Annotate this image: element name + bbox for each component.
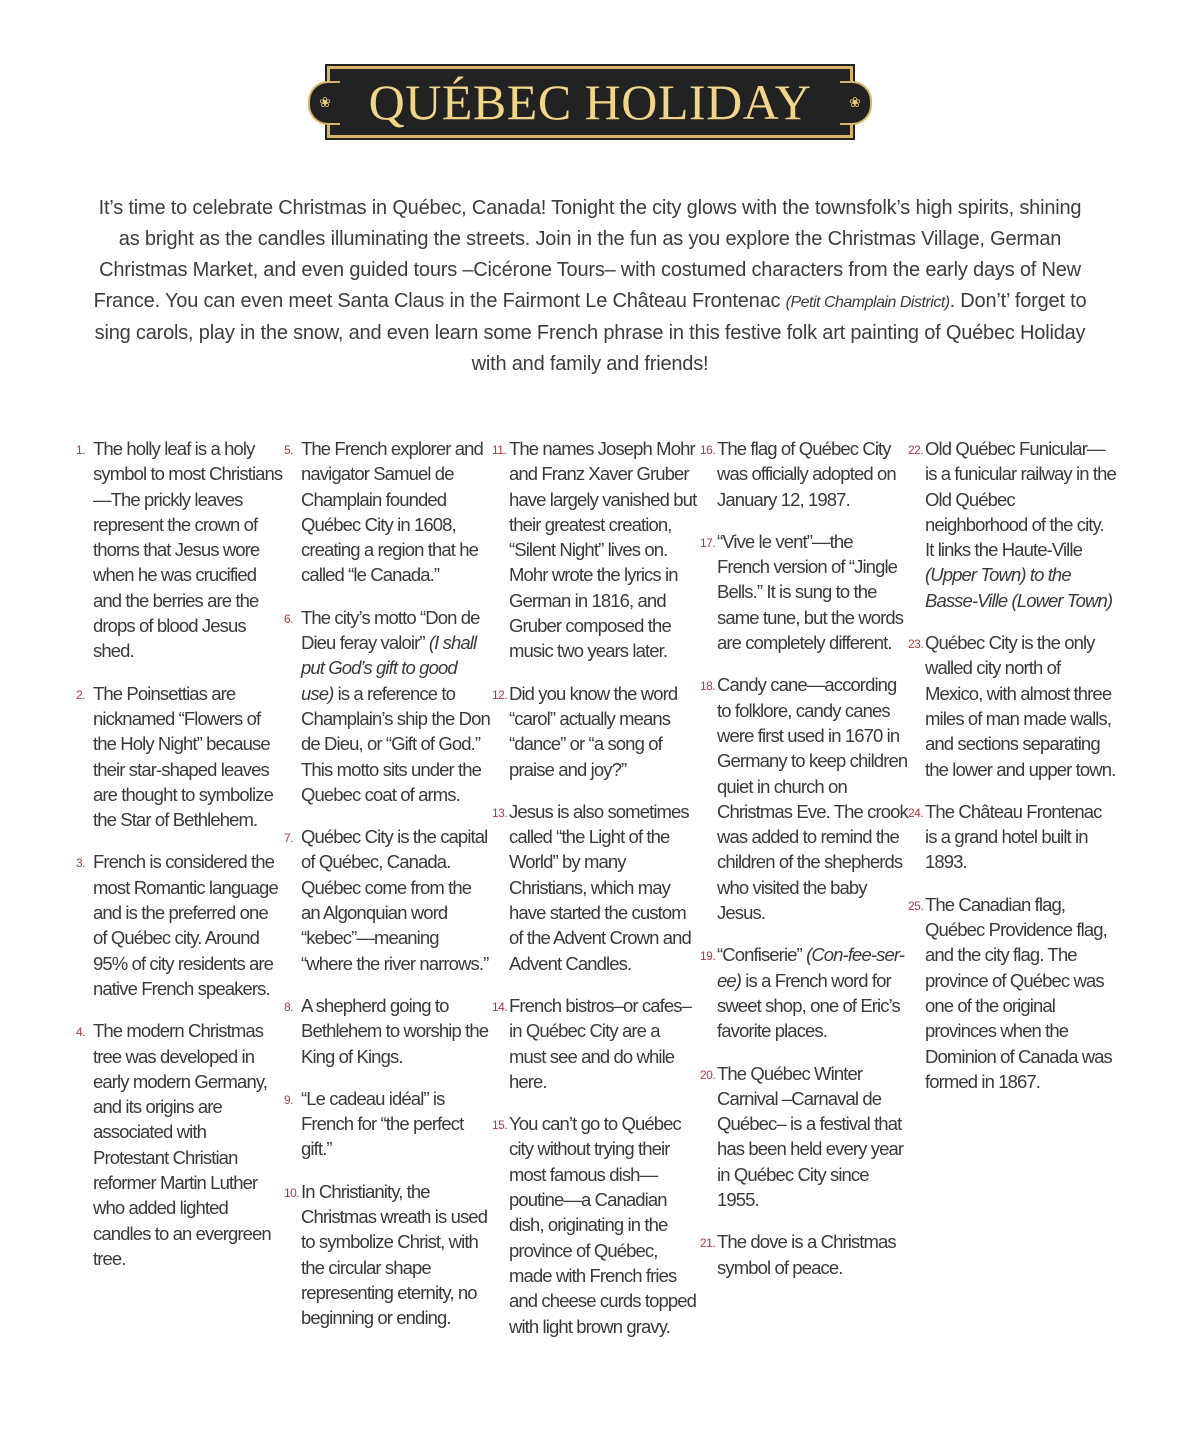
fact-item [908, 630, 1116, 782]
fact-number: 11. [492, 443, 507, 457]
fact-number: 1. [76, 443, 86, 457]
fact-text: In Christianity, the Christmas wreath is used to symbolize Christ, with the circular shape representing eternity, no beginning or ending. [301, 1180, 488, 1329]
intro-text-part2: . Don’t’ forget to sing carols, play in the snow, and even learn some French phrase in this festive folk art painting of Québec Holiday with and family and friends! [94, 290, 1087, 375]
fact-text: “Le cadeau idéal” is French for “the perfect gift.” [301, 1087, 464, 1160]
fact-number: 18. [700, 679, 716, 694]
fact-number: 12. [492, 687, 508, 702]
fact-item [908, 799, 1116, 875]
fact-text: is a reference to Champlain’s ship the Don de Dieu, or “Gift of God.” This motto sits under the Quebec coat of arms. [301, 682, 490, 805]
fact-number: 8. [284, 999, 294, 1014]
facts-column-4 [700, 436, 908, 1356]
fact-text: Did you know the word “carol” actually means “dance” or “a song of praise and joy?” [509, 682, 678, 780]
fact-text: The Château Frontenac is a grand hotel built in 1893. [925, 800, 1102, 873]
fact-number: 19. [700, 949, 716, 964]
page-title: QUÉBEC HOLIDAY [368, 74, 812, 130]
fact-text: The modern Christmas tree was developed in early modern Germany, and its origins are associated with Protestant Christian reformer Martin Luther who added lighted candles to an evergreen tree. [93, 1020, 271, 1269]
fact-text: Québec City is the only walled city north of Mexico, with almost three miles of man made walls, and sections separating the lower and upper town. [925, 632, 1116, 780]
fact-number: 22. [908, 443, 924, 457]
fact-text: The flag of Québec City was officially adopted on January 12, 1987. [717, 438, 896, 510]
intro-paragraph [90, 193, 1090, 380]
fact-item [284, 1086, 492, 1162]
fact-item [284, 605, 492, 807]
intro-text-part1: It’s time to celebrate Christmas in Québec, Canada! Tonight the city glows with the townsfolk’s high spirits, shining as bright as the candles illuminating the streets. Join in the fun as you explore the Christmas Village, German Christmas Market, and even guided tours –Cicérone Tours– with costumed characters from the early days of New France. You can even meet Santa Claus in the Fairmont Le Château Frontenac [93, 197, 1082, 312]
fact-text: French bistros–or cafes– in Québec City are a must see and do while here. [509, 994, 691, 1092]
fact-number: 24. [908, 805, 924, 820]
facts-column-1 [76, 436, 284, 1356]
facts-column-2 [284, 436, 492, 1356]
title-banner [0, 66, 1180, 136]
banner-plaque [319, 66, 861, 138]
fact-number: 2. [76, 687, 86, 702]
fact-item [908, 436, 1116, 613]
fact-text: The French explorer and navigator Samuel de Champlain founded Québec City in 1608, creating a region that he called “le Canada.” [301, 438, 483, 586]
fact-text: The Canadian flag, Québec Providence flag, and the city flag. The province of Québec was one of the original provinces when the Dominion of Canada was formed in 1867. [925, 893, 1112, 1092]
fact-number: 3. [76, 856, 86, 871]
fact-number: 10. [284, 1185, 300, 1200]
facts-column-3 [492, 436, 700, 1356]
fact-item [492, 1111, 700, 1339]
fact-text: Québec City is the capital of Québec, Canada. Québec come from the an Algonquian word “kebec”—meaning “where the river narrows.” [301, 826, 489, 974]
fact-item [700, 1061, 908, 1213]
flower-ornament-icon: ❀ [849, 95, 861, 111]
fact-item [700, 529, 908, 655]
fact-italic: (I shall put God’s gift to good use) [301, 632, 477, 704]
fact-italic: (Upper Town) to the Basse-Ville (Lower Town) [925, 564, 1113, 611]
fact-item [492, 436, 700, 664]
fact-italic: (Con-fee-ser-ee) [717, 944, 905, 991]
facts-columns [76, 436, 1116, 1356]
fact-text: You can’t go to Québec city without trying their most famous dish—poutine—a Canadian dish, originating in the province of Québec, made with French fries and cheese curds topped with light brown gravy. [509, 1113, 697, 1337]
fact-number: 16. [700, 443, 716, 457]
fact-item [908, 892, 1116, 1094]
fact-text: French is considered the most Romantic language and is the preferred one of Québec city. Around 95% of city residents are native French speakers. [93, 851, 278, 999]
fact-item [492, 681, 700, 782]
fact-item [76, 436, 284, 664]
fact-text: The Québec Winter Carnival –Carnaval de Québec– is a festival that has been held every year in Québec City since 1955. [717, 1062, 904, 1211]
fact-number: 14. [492, 999, 508, 1014]
fact-number: 15. [492, 1118, 508, 1133]
banner-right-cap [840, 81, 872, 125]
fact-number: 5. [284, 443, 294, 457]
fact-text: The Poinsettias are nicknamed “Flowers of the Holy Night” because their star-shaped leaves are thought to symbolize the Star of Bethlehem. [93, 682, 273, 831]
fact-number: 9. [284, 1092, 294, 1107]
fact-text: “Confiserie” [717, 944, 807, 966]
fact-item [76, 681, 284, 833]
fact-text: Old Québec Funicular—is a funicular railway in the Old Québec neighborhood of the city. It links the Haute-Ville [925, 438, 1116, 561]
fact-item [700, 672, 908, 925]
fact-text: A shepherd going to Bethlehem to worship the King of Kings. [301, 994, 489, 1067]
fact-number: 17. [700, 535, 716, 550]
fact-item [700, 436, 908, 512]
fact-number: 7. [284, 831, 294, 846]
fact-item [492, 993, 700, 1094]
fact-number: 4. [76, 1025, 86, 1040]
fact-text: is a French word for sweet shop, one of Eric’s favorite places. [717, 969, 900, 1042]
fact-number: 6. [284, 611, 294, 626]
fact-number: 23. [908, 637, 924, 652]
intro-italic: (Petit Champlain District) [785, 294, 950, 311]
fact-item [284, 993, 492, 1069]
fact-item [700, 942, 908, 1043]
fact-number: 13. [492, 805, 508, 820]
fact-item [284, 824, 492, 976]
flower-ornament-icon: ❀ [319, 95, 331, 111]
banner-left-cap [308, 81, 340, 125]
fact-item [76, 1018, 284, 1271]
facts-column-5 [908, 436, 1116, 1356]
fact-text: The holly leaf is a holy symbol to most Christians—The prickly leaves represent the crown of thorns that Jesus wore when he was crucified and the berries are the drops of blood Jesus shed. [93, 438, 283, 662]
fact-item [76, 849, 284, 1001]
fact-item [492, 799, 700, 976]
fact-item [284, 436, 492, 588]
fact-number: 21. [700, 1236, 716, 1251]
fact-text: Jesus is also sometimes called “the Light of the World” by many Christians, which may have started the custom of the Advent Crown and Advent Candles. [509, 800, 691, 974]
fact-number: 25. [908, 898, 924, 913]
fact-text: The city’s motto “Don de Dieu feray valoir” [301, 606, 480, 654]
fact-number: 20. [700, 1067, 716, 1082]
fact-text: “Vive le vent”—the French version of “Jingle Bells.” It is sung to the same tune, but the words are completely different. [717, 530, 904, 654]
fact-text: The dove is a Christmas symbol of peace. [717, 1231, 896, 1278]
fact-item [700, 1229, 908, 1280]
fact-item [284, 1179, 492, 1331]
fact-text: The names Joseph Mohr and Franz Xaver Gruber have largely vanished but their greatest creation, “Silent Night” lives on. Mohr wrote the lyrics in German in 1816, and Gruber composed the music two years later. [509, 438, 697, 662]
fact-text: Candy cane—according to folklore, candy canes were first used in 1670 in Germany to keep children quiet in church on Christmas Eve. The crook was added to remind the children of the shepherds who visited the baby Jesus. [717, 674, 908, 924]
